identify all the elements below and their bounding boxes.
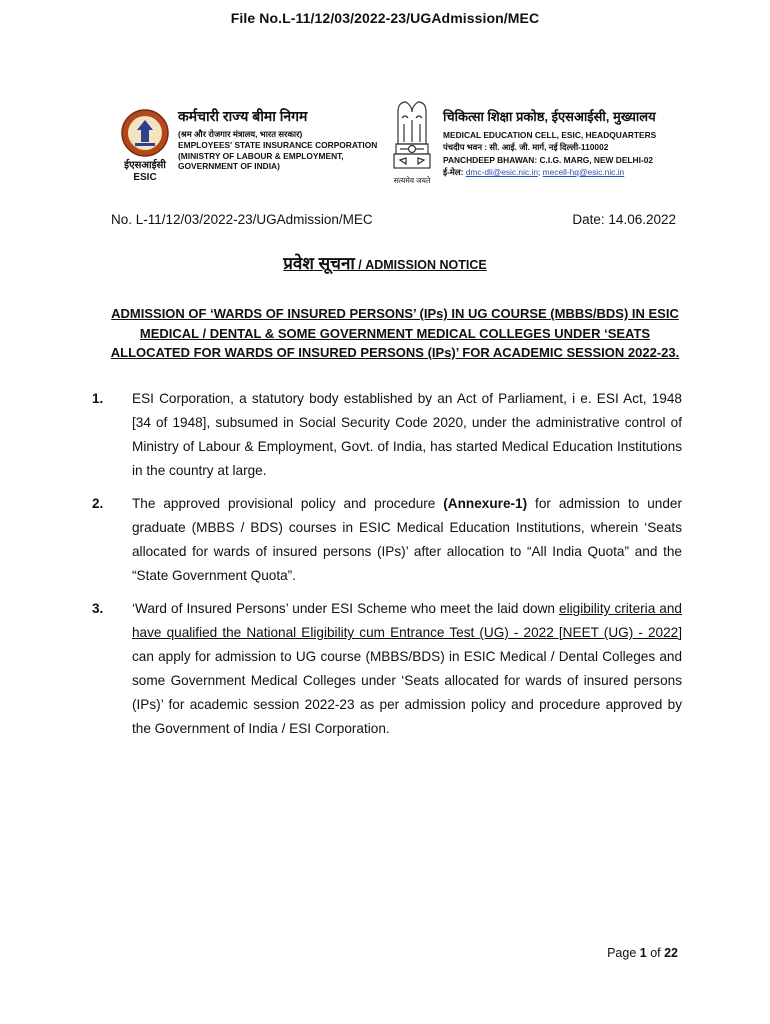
- paragraph-number: 1.: [92, 391, 104, 406]
- page-word: Page: [607, 946, 640, 960]
- logo-label-hindi: ईएसआईसी: [124, 160, 166, 171]
- esic-logo: [120, 108, 170, 158]
- paragraph-text: ESI Corporation, a statutory body established by an Act of Parliament, i e. ESI Act, 1948 [34 of 1948], subsumed in Social Security Code 2020, under the administrative control of Ministry of Labour & Employment, Govt. of India, has started Medical Education Institutions in the country at large.: [132, 391, 682, 478]
- cell-name-hindi: चिकित्सा शिक्षा प्रकोष्ठ, ईएसआईसी, मुख्यालय: [443, 109, 656, 124]
- address-english: PANCHDEEP BHAWAN: C.I.G. MARG, NEW DELHI-02: [443, 154, 654, 165]
- paragraph-number: 2.: [92, 496, 104, 511]
- ministry-hindi: (श्रम और रोजगार मंत्रालय, भारत सरकार): [178, 129, 303, 139]
- notice-date: Date: 14.06.2022: [572, 212, 676, 227]
- of-word: of: [646, 946, 665, 960]
- paragraph-2: [92, 492, 682, 588]
- paragraph-1: [92, 387, 682, 483]
- notice-title-english: / ADMISSION NOTICE: [354, 258, 487, 272]
- file-number-header: File No.L-11/12/03/2022-23/UGAdmission/MEC: [230, 10, 540, 26]
- emblem-caption: सत्यमेव जयते: [393, 176, 431, 185]
- cell-name-english: MEDICAL EDUCATION CELL, ESIC, HEADQUARTERS: [443, 130, 657, 140]
- reference-number: No. L-11/12/03/2022-23/UGAdmission/MEC: [111, 212, 373, 227]
- address-hindi: पंचदीप भवन : सी. आई. जी. मार्ग, नई दिल्ली-110002: [443, 142, 609, 153]
- current-page: 1: [639, 946, 647, 960]
- esic-logo-label: [113, 160, 177, 184]
- email-line: [443, 166, 703, 178]
- email-label: ई-मेल:: [443, 167, 464, 178]
- paragraph-3: [92, 597, 682, 741]
- notice-subject: ADMISSION OF ‘WARDS OF INSURED PERSONS’ (IPs) IN UG COURSE (MBBS/BDS) IN ESIC MEDICAL / DENTAL & SOME GOVERNMENT MEDICAL COLLEGES UNDER ‘SEATS ALLOCATED FOR WARDS OF INSURED PERSONS (IPs)’ FOR ACADEMIC SESSION 2022-23.: [110, 306, 680, 360]
- paragraph-text-part: can apply for admission to UG course (MBBS/BDS) in ESIC Medical / Dental Colleges and some Government Medical Colleges under ‘Seats allocated for wards of insured persons (IPs)’ for academic session 2022-23 as per admission policy and procedure approved by the Government of India / ESI Corporation.: [132, 649, 682, 736]
- total-pages: 22: [664, 946, 678, 960]
- org-name-english: EMPLOYEES' STATE INSURANCE CORPORATION: [178, 139, 378, 150]
- ministry-english-2: GOVERNMENT OF INDIA): [178, 161, 280, 172]
- paragraph-text: [132, 492, 682, 588]
- paragraph-number: 3.: [92, 601, 104, 616]
- letterhead-right: [443, 107, 703, 179]
- paragraph-text-part: ‘Ward of Insured Persons’ under ESI Scheme who meet the laid down: [132, 601, 560, 616]
- logo-label-english: ESIC: [133, 172, 157, 183]
- national-emblem: [388, 98, 436, 192]
- page-number: [607, 946, 678, 960]
- paragraph-text-part: for admission to under graduate (MBBS / BDS) courses in ESIC Medical Education Institutions, wherein ‘Seats allocated for wards of insured persons (IPs)’ after allocation to “All India Quota” and the “State Government Quota”.: [132, 496, 682, 583]
- paragraph-text-part: The approved provisional policy and procedure: [132, 496, 444, 511]
- letterhead-left: [178, 107, 398, 172]
- notice-title-hindi: प्रवेश सूचना: [283, 254, 355, 273]
- paragraph-text: [132, 597, 682, 741]
- email-link-2[interactable]: mecell-hq@esic.nic.in: [542, 167, 625, 178]
- org-name-hindi: कर्मचारी राज्य बीमा निगम: [178, 108, 308, 124]
- notice-title: [0, 251, 770, 274]
- annexure-reference: (Annexure-1): [443, 496, 528, 511]
- email-separator: ;: [537, 167, 541, 178]
- eligibility-criteria-text: eligibility criteria and have qualified the National Eligibility cum Entrance Test (UG) - 2022 [NEET (UG) - 2022]: [132, 601, 682, 640]
- ministry-english-1: (MINISTRY OF LABOUR & EMPLOYMENT,: [178, 150, 344, 161]
- email-link-1[interactable]: dmc-dli@esic.nic.in: [465, 167, 538, 178]
